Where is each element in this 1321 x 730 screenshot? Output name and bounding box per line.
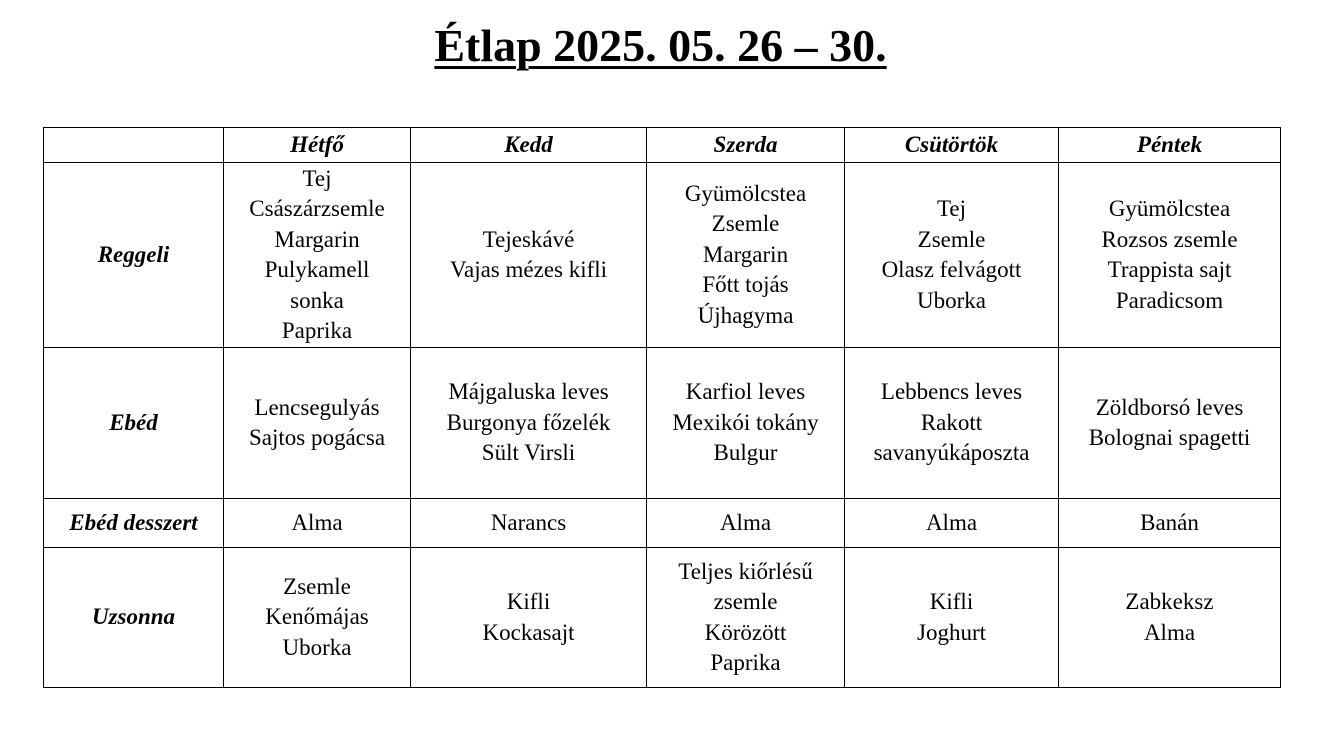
meal-row-lunch-dessert bbox=[44, 499, 1281, 548]
day-header-friday: Péntek bbox=[1059, 128, 1281, 163]
corner-cell bbox=[44, 128, 224, 163]
menu-item: Kenőmájas bbox=[265, 604, 369, 630]
menu-item: Zsemle bbox=[711, 211, 780, 237]
menu-item: Gyümölcstea bbox=[684, 180, 807, 206]
menu-cell-lunch-dessert-thursday bbox=[845, 499, 1059, 548]
menu-cell-breakfast-wednesday bbox=[647, 163, 845, 348]
meal-label: Uzsonna bbox=[44, 548, 224, 688]
menu-item: Olasz felvágott bbox=[881, 257, 1022, 282]
menu-item: Császárzsemle bbox=[249, 196, 385, 221]
menu-cell-breakfast-friday bbox=[1059, 163, 1281, 348]
menu-item: Zabkeksz bbox=[1125, 589, 1214, 614]
menu-item: Rozsos zsemle bbox=[1101, 226, 1238, 252]
menu-cell-breakfast-monday bbox=[224, 163, 411, 348]
menu-item: Mexikói tokány bbox=[672, 409, 819, 435]
menu-item: Sajtos pogácsa bbox=[248, 425, 386, 450]
menu-item: Zsemle bbox=[917, 226, 986, 252]
day-header-monday: Hétfő bbox=[224, 128, 411, 163]
menu-item: Tej bbox=[302, 165, 332, 191]
menu-item: Narancs bbox=[490, 509, 567, 535]
menu-cell-lunch-friday bbox=[1059, 348, 1281, 499]
menu-item: Karfiol leves bbox=[685, 379, 806, 405]
menu-cell-snack-tuesday bbox=[411, 548, 647, 688]
menu-item: Lebbencs leves bbox=[880, 379, 1023, 405]
menu-item: Trappista sajt bbox=[1107, 257, 1232, 282]
menu-item: Vajas mézes kifli bbox=[449, 257, 608, 282]
menu-cell-lunch-tuesday bbox=[411, 348, 647, 499]
menu-cell-lunch-wednesday bbox=[647, 348, 845, 499]
menu-item: Rakott bbox=[920, 409, 983, 435]
menu-item: Uborka bbox=[282, 634, 352, 660]
menu-item: Uborka bbox=[917, 287, 986, 313]
menu-item: Alma bbox=[719, 509, 772, 535]
menu-item: Sült Virsli bbox=[481, 440, 576, 466]
menu-item: Alma bbox=[925, 509, 978, 535]
menu-item: Gyümölcstea bbox=[1108, 196, 1231, 221]
menu-item: Alma bbox=[291, 509, 343, 535]
meal-label: Ebéd bbox=[44, 348, 224, 499]
menu-cell-lunch-dessert-tuesday bbox=[411, 499, 647, 548]
menu-item: Lencsegulyás bbox=[254, 394, 380, 420]
menu-item: Kifli bbox=[506, 589, 551, 614]
menu-item: Bulgur bbox=[713, 440, 778, 466]
menu-item: Zöldborsó leves bbox=[1095, 394, 1244, 420]
menu-cell-breakfast-thursday bbox=[845, 163, 1059, 348]
header-row bbox=[44, 128, 1281, 163]
menu-item: Paprika bbox=[281, 318, 353, 343]
menu-item: zsemle bbox=[713, 589, 778, 614]
menu-item: Teljes kiőrlésű bbox=[678, 558, 813, 584]
menu-item: Tej bbox=[936, 196, 967, 221]
menu-item: Burgonya főzelék bbox=[446, 409, 611, 435]
menu-item: Körözött bbox=[704, 619, 787, 645]
menu-cell-lunch-dessert-monday bbox=[224, 499, 411, 548]
meal-row-lunch bbox=[44, 348, 1281, 499]
menu-item: Májgaluska leves bbox=[448, 379, 609, 405]
menu-item: Margarin bbox=[702, 241, 789, 267]
meal-label: Ebéd desszert bbox=[44, 499, 224, 548]
menu-cell-lunch-dessert-friday bbox=[1059, 499, 1281, 548]
menu-item: Paprika bbox=[710, 650, 781, 675]
meal-label: Reggeli bbox=[44, 163, 224, 348]
meal-row-breakfast bbox=[44, 163, 1281, 348]
menu-cell-snack-monday bbox=[224, 548, 411, 688]
menu-item: Paradicsom bbox=[1115, 287, 1224, 313]
menu-cell-snack-friday bbox=[1059, 548, 1281, 688]
menu-item: savanyúkáposzta bbox=[873, 440, 1030, 466]
day-header-thursday: Csütörtök bbox=[845, 128, 1059, 163]
menu-cell-lunch-monday bbox=[224, 348, 411, 499]
day-header-tuesday: Kedd bbox=[411, 128, 647, 163]
menu-item: Kockasajt bbox=[482, 619, 575, 645]
meal-row-snack bbox=[44, 548, 1281, 688]
menu-item: Újhagyma bbox=[697, 302, 794, 328]
menu-item: Margarin bbox=[274, 226, 360, 252]
menu-item: Bolognai spagetti bbox=[1088, 425, 1251, 450]
menu-item: Banán bbox=[1140, 509, 1199, 535]
menu-item: Kifli bbox=[929, 589, 974, 614]
page-title: Étlap 2025. 05. 26 – 30. bbox=[434, 20, 887, 71]
day-header-wednesday: Szerda bbox=[647, 128, 845, 163]
menu-cell-snack-wednesday bbox=[647, 548, 845, 688]
menu-item: Joghurt bbox=[917, 619, 986, 645]
menu-item: Főtt tojás bbox=[702, 272, 789, 298]
menu-item: Pulykamell bbox=[264, 257, 370, 282]
menu-cell-snack-thursday bbox=[845, 548, 1059, 688]
menu-cell-lunch-thursday bbox=[845, 348, 1059, 499]
menu-cell-breakfast-tuesday bbox=[411, 163, 647, 348]
menu-table bbox=[43, 127, 1281, 688]
menu-item: sonka bbox=[290, 287, 344, 313]
menu-item: Alma bbox=[1143, 619, 1196, 645]
menu-item: Zsemle bbox=[283, 573, 351, 599]
menu-item: Tejeskávé bbox=[482, 226, 575, 252]
menu-cell-lunch-dessert-wednesday bbox=[647, 499, 845, 548]
